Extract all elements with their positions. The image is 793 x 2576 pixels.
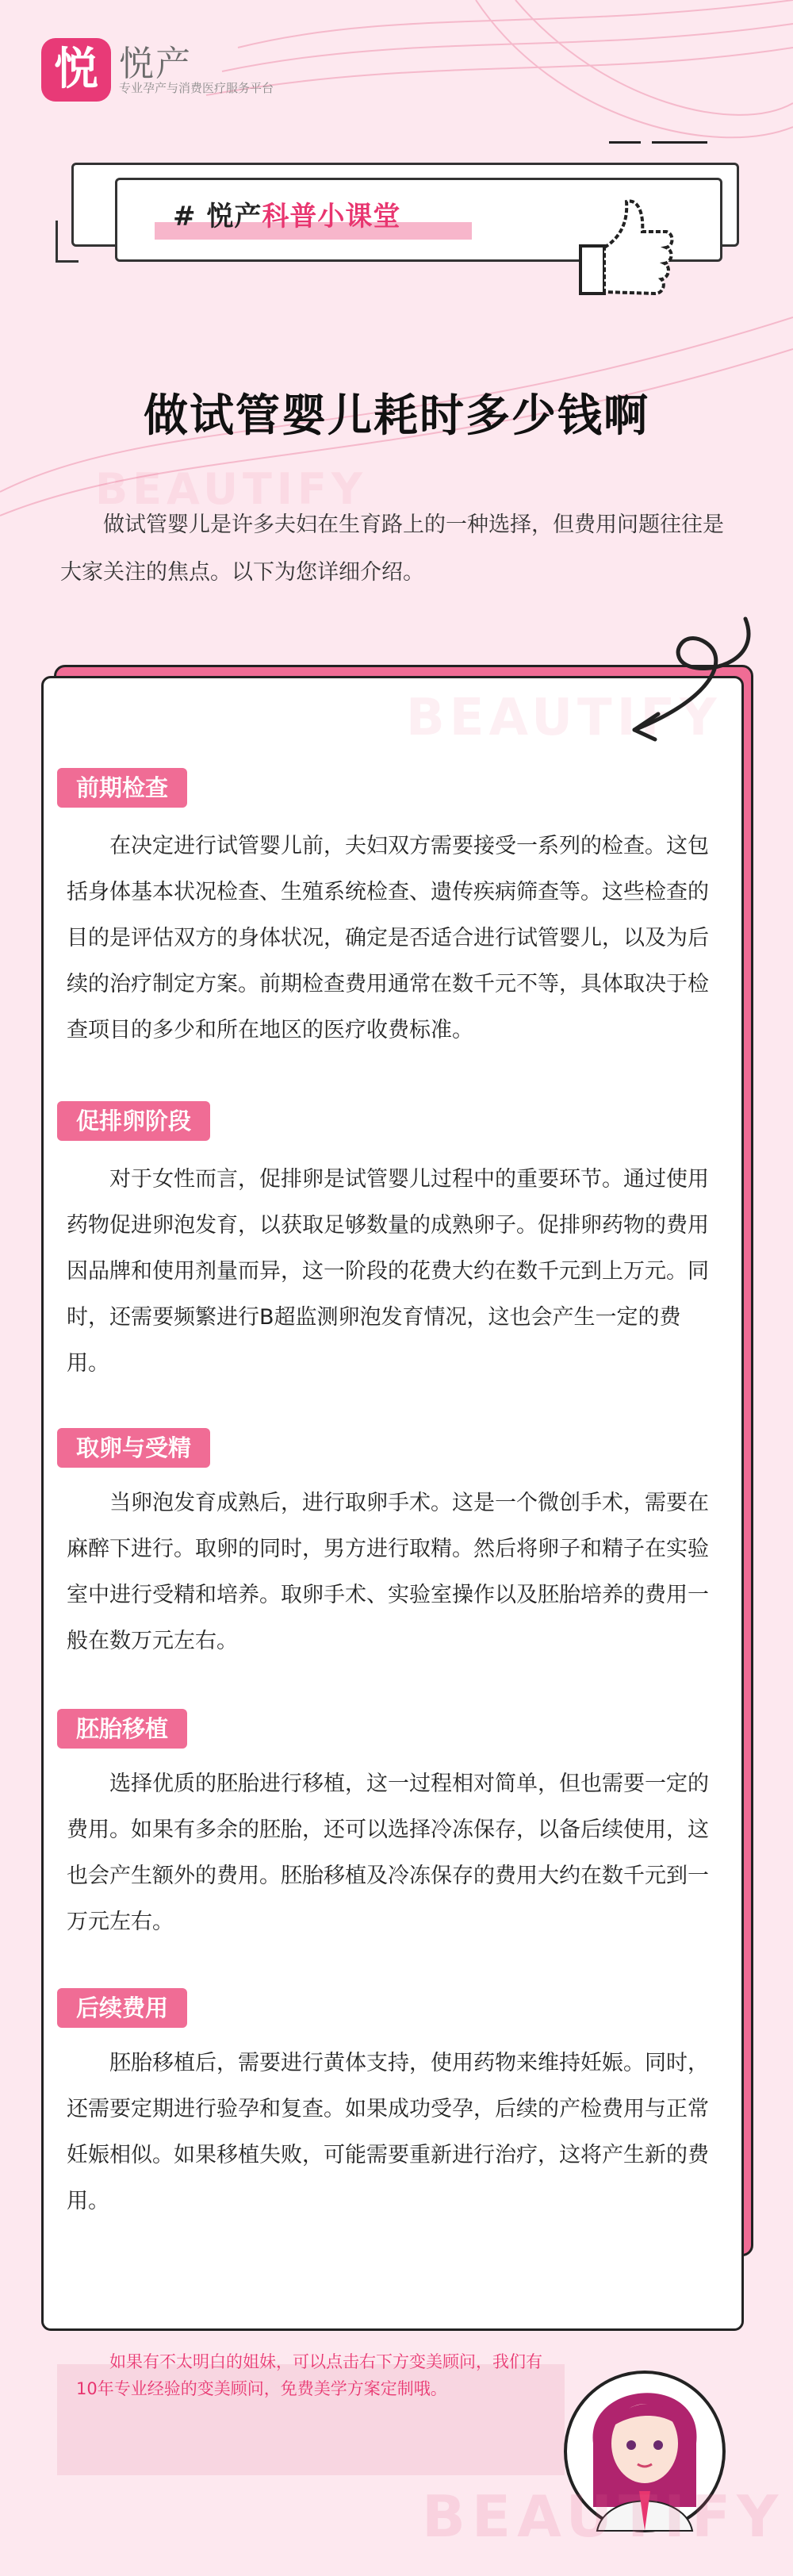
section-label-retrieval: 取卵与受精 [57,1428,210,1468]
section-label-transfer: 胚胎移植 [57,1709,187,1749]
section-body-pre-check: 在决定进行试管婴儿前，夫妇双方需要接受一系列的检查。这包括身体基本状况检查、生殖系统检查、遗传疾病筛查等。这些检查的目的是评估双方的身体状况，确定是否适合进行试管婴儿，以及为后续的治疗制定方案。前期检查费用通常在数千元不等，具体取决于检查项目的多少和所在地区的医疗收费标准。 [67,834,709,1042]
banner-bracket [56,221,79,263]
banner-highlight-text: 科普小课堂 [262,201,401,232]
thumbs-up-icon [565,190,676,309]
section-body-follow-up: 胚胎移植后，需要进行黄体支持，使用药物来维持妊娠。同时，还需要定期进行验孕和复查。如果成功受孕，后续的产检费用与正常妊娠相似。如果移植失败，可能需要重新进行治疗，这将产生新的费用。 [67,2051,709,2213]
section-label-ovulation: 促排卵阶段 [57,1101,210,1141]
section-label-pre-check: 前期检查 [57,768,187,808]
logo-icon: 悦 [41,38,111,102]
brand-tagline: 专业孕产与消费医疗服务平台 [119,81,274,95]
swirl-arrow-icon [603,611,761,746]
header-divider [609,141,641,144]
section-body-ovulation: 对于女性而言，促排卵是试管婴儿过程中的重要环节。通过使用药物促进卵泡发育，以获取足够数量的成熟卵子。促排卵药物的费用因品牌和使用剂量而异，这一阶段的花费大约在数千元到上万元。同时，还需要频繁进行B超监测卵泡发育情况，这也会产生一定的费用。 [67,1167,709,1376]
banner-title [173,194,400,233]
section-body-transfer: 选择优质的胚胎进行移植，这一过程相对简单，但也需要一定的费用。如果有多余的胚胎，还可以选择冷冻保存，以备后续使用，这也会产生额外的费用。胚胎移植及冷冻保存的费用大约在数千元到一万元左右。 [67,1772,709,1934]
banner-prefix: # 悦产 [173,201,262,232]
brand-name: 悦产 [119,44,192,84]
section-label-follow-up: 后续费用 [57,1988,187,2028]
page-title: 做试管婴儿耗时多少钱啊 [144,390,649,442]
consultant-tip: 如果有不太明白的姐妹，可以点击右下方变美顾问，我们有10年专业经验的变美顾问，免费美学方案定制哦。 [76,2352,542,2398]
intro-paragraph: 做试管婴儿是许多夫妇在生育路上的一种选择，但费用问题往往是大家关注的焦点。以下为您详细介绍。 [60,513,724,585]
watermark-text: BEAUTIFY [422,2483,785,2550]
section-body-retrieval: 当卵泡发育成熟后，进行取卵手术。这是一个微创手术，需要在麻醉下进行。取卵的同时，男方进行取精。然后将卵子和精子在实验室中进行受精和培养。取卵手术、实验室操作以及胚胎培养的费用一般在数万元左右。 [67,1491,709,1653]
header-divider [652,141,707,144]
watermark-text: BEAUTIFY [406,689,722,747]
watermark-text: BEAUTIFY [95,464,367,514]
